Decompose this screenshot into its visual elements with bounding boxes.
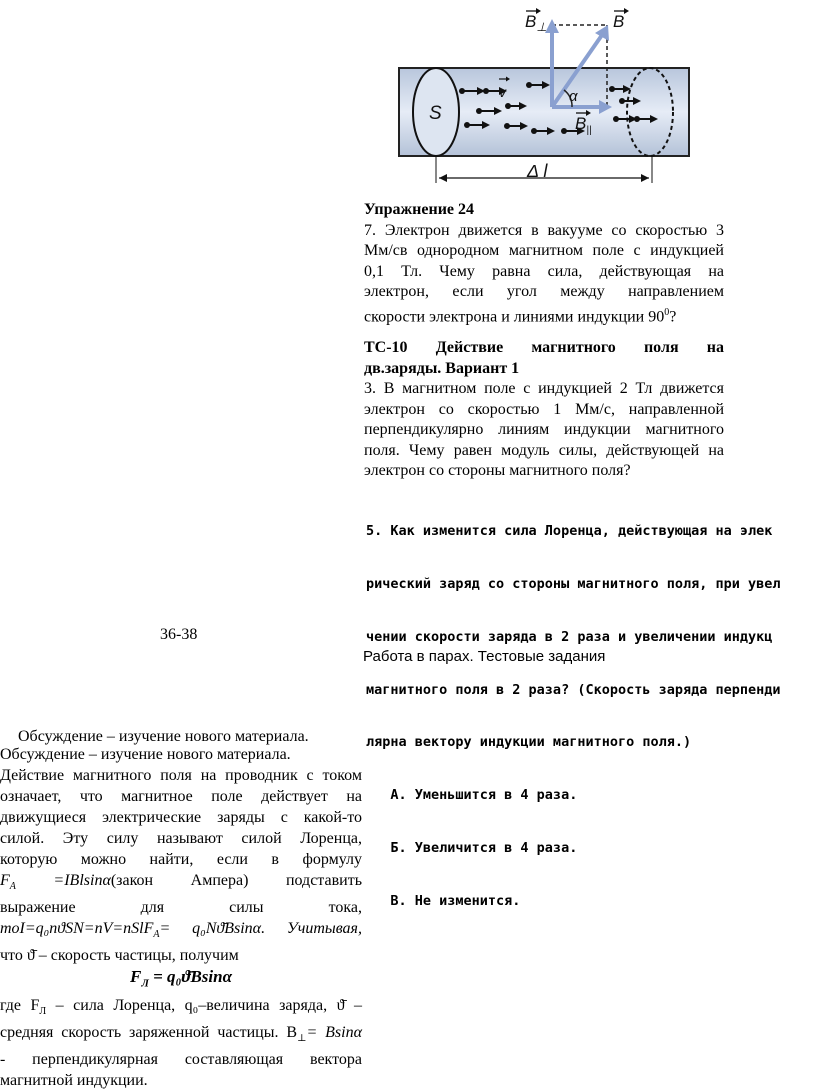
test-line: перпендикулярно линиям индукции магнитного — [364, 421, 724, 438]
test-heading: дв.заряды. Вариант 1 — [364, 359, 520, 377]
lorentz-formula: $F_Л$ = q₀ϑ̄Bsinα — [129, 967, 232, 990]
exercise-heading: Упражнение 24 — [364, 201, 475, 218]
test-line: поля. Чему равен модуль силы, действующей на — [364, 441, 724, 459]
discussion-line: магнитной индукции. — [0, 1072, 148, 1090]
b-label: B — [613, 12, 625, 31]
answer-b: Б. Увеличится в 4 раза. — [366, 839, 578, 856]
question-5-block — [366, 488, 794, 928]
exercise-line: 7. Электрон движется в вакууме со скоростью 3 — [364, 221, 724, 239]
current-formula-line: тоI=q₀nϑSN=nV=nSlF$_A$= q₀Nϑ̄Bsinα. Учитывая, — [0, 920, 362, 941]
question-line: чении скорости заряда в 2 раза и увеличении индукц — [366, 628, 773, 645]
discussion-line: где $F_Л$ – сила Лоренца, q₀–величина заряда, ϑ̄ – — [0, 996, 363, 1017]
question-line: рический заряд со стороны магнитного поля, при увел — [366, 575, 781, 592]
discussion-line: выражение для силы тока, — [0, 899, 362, 917]
v-label: v — [499, 84, 506, 100]
page-range: 36-38 — [160, 626, 198, 643]
question-line: магнитного поля в 2 раза? (Скорость заряда перпенди — [366, 681, 781, 698]
pair-work-label: Работа в парах. Тестовые задания — [363, 648, 606, 665]
test-heading: ТС-10 Действие магнитного поля на — [364, 339, 724, 356]
discussion-line: Действие магнитного поля на проводник с током — [0, 767, 362, 784]
test-line: электрон со скоростью 1 Мм/с, направленной — [364, 400, 724, 418]
discussion-line: что ϑ̄ – скорость частицы, получим — [0, 947, 239, 965]
discussion-line: движущиеся электрические заряды с какой-то — [0, 809, 362, 826]
exercise-line: Мм/св однородном магнитном поле с индукцией — [364, 242, 724, 259]
exercise-line: скорости электрона и линиями индукции $90^0$? — [364, 306, 677, 325]
test-line: электрон со стороны магнитного поля? — [364, 462, 631, 479]
question-line: лярна вектору индукции магнитного поля.) — [366, 734, 692, 751]
discussion-heading-text: Обсуждение – изучение нового материала. — [18, 728, 309, 745]
discussion-line: которую можно найти, если в формулу — [0, 851, 362, 868]
exercise-block — [364, 200, 724, 327]
answer-a: А. Уменьшится в 4 раза. — [366, 787, 578, 804]
discussion-body — [0, 744, 362, 1091]
ampere-formula-line: $F_A$ =IBlsinα(закон Ампера) подставить — [0, 872, 362, 893]
discussion-heading — [18, 726, 309, 746]
test-block — [364, 338, 724, 482]
discussion-line: силой. Эту силу называют силой Лоренца, — [0, 830, 362, 847]
length-label: Δ l — [527, 161, 548, 181]
conductor-figure — [395, 5, 695, 185]
exercise-line: 0,1 Тл. Чему равна сила, действующая на — [364, 262, 724, 280]
discussion-line: Обсуждение – изучение нового материала. — [0, 746, 291, 763]
answer-c: В. Не изменится. — [366, 892, 521, 909]
discussion-line: - перпендикулярная составляющая вектора — [0, 1051, 362, 1069]
test-line: 3. В магнитном поле с индукцией 2 Тл движется — [364, 380, 724, 397]
discussion-line: означает, что магнитное поле действует на — [0, 788, 362, 805]
b-perp-label: $B_\perp$ — [525, 12, 547, 34]
discussion-line: средняя скорость заряженной частицы. $B_\perp= Bsin\alpha$ — [0, 1023, 363, 1045]
exercise-line: электрон, если угол между направлением — [364, 283, 724, 300]
question-line: 5. Как изменится сила Лоренца, действующая на элек — [366, 523, 773, 540]
b-parallel-label: $B_{||}$ — [575, 114, 592, 136]
area-label: S — [429, 103, 442, 124]
alpha-label: α — [569, 88, 578, 105]
